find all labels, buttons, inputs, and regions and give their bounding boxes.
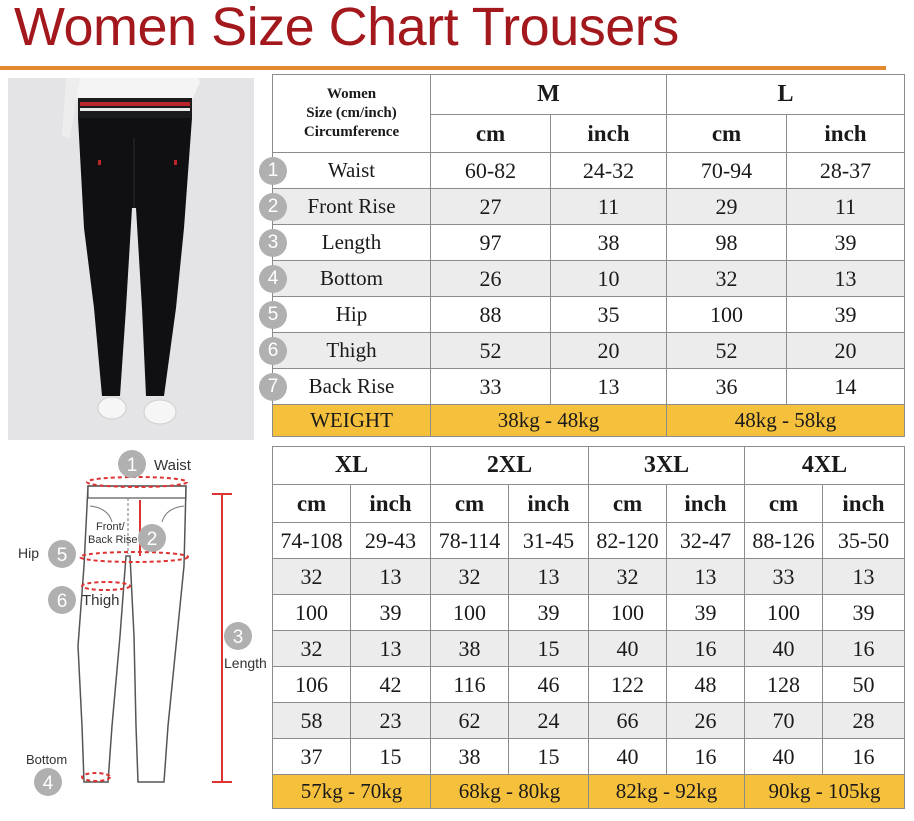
title-underline [0, 66, 886, 70]
product-photo [8, 78, 254, 440]
front-rise-label-2: Back Rise [88, 534, 138, 546]
size-value-cell: 70 [745, 703, 823, 739]
size-value-cell: 88 [431, 297, 551, 333]
unit-header: cm [667, 115, 787, 153]
measurement-label [267, 225, 431, 261]
size-value-cell: 13 [787, 261, 905, 297]
weight-range-4xl: 90kg - 105kg [745, 775, 905, 809]
size-value-cell: 39 [787, 297, 905, 333]
table-row [273, 153, 905, 189]
size-value-cell: 38 [551, 225, 667, 261]
table-row [273, 369, 905, 405]
corner-header [273, 75, 431, 153]
unit-header: cm [431, 485, 509, 523]
size-table-m-l [267, 74, 905, 437]
size-value-cell: 27 [431, 189, 551, 225]
size-value-cell: 20 [787, 333, 905, 369]
weight-range-xl: 57kg - 70kg [273, 775, 431, 809]
row-number-badge: 7 [259, 373, 287, 401]
trousers-model-image [8, 78, 254, 440]
page-title: Women Size Chart Trousers [14, 0, 679, 57]
size-value-cell: 11 [787, 189, 905, 225]
table-row [273, 739, 905, 775]
thigh-label: Thigh [82, 592, 120, 609]
size-value-cell: 74-108 [273, 523, 351, 559]
table-row [273, 703, 905, 739]
size-table-xl-4xl [272, 446, 905, 809]
size-value-cell: 100 [745, 595, 823, 631]
weight-range-l: 48kg - 58kg [667, 405, 905, 437]
row-number-badge: 2 [259, 193, 287, 221]
weight-label: WEIGHT [273, 405, 431, 437]
size-value-cell: 36 [667, 369, 787, 405]
size-value-cell: 39 [667, 595, 745, 631]
size-header-4xl: 4XL [745, 447, 905, 485]
size-value-cell: 13 [351, 559, 431, 595]
front-rise-label: Front/ [96, 521, 125, 533]
size-value-cell: 106 [273, 667, 351, 703]
size-value-cell: 29 [667, 189, 787, 225]
hip-label: Hip [18, 545, 40, 561]
row-number-badge: 4 [259, 265, 287, 293]
measurement-name: Hip [335, 302, 368, 326]
size-value-cell: 11 [551, 189, 667, 225]
size-header-3xl: 3XL [589, 447, 745, 485]
size-value-cell: 60-82 [431, 153, 551, 189]
measurement-name: Back Rise [308, 374, 395, 398]
size-value-cell: 16 [667, 739, 745, 775]
size-value-cell: 48 [667, 667, 745, 703]
size-value-cell: 98 [667, 225, 787, 261]
unit-header: cm [745, 485, 823, 523]
row-number-badge: 1 [259, 157, 287, 185]
size-value-cell: 28 [823, 703, 905, 739]
size-value-cell: 35-50 [823, 523, 905, 559]
size-value-cell: 39 [351, 595, 431, 631]
weight-range-2xl: 68kg - 80kg [431, 775, 589, 809]
bottom-num: 4 [42, 773, 54, 794]
unit-header: inch [667, 485, 745, 523]
unit-header: inch [787, 115, 905, 153]
size-value-cell: 32-47 [667, 523, 745, 559]
unit-header: inch [551, 115, 667, 153]
size-value-cell: 97 [431, 225, 551, 261]
table-row [273, 523, 905, 559]
size-value-cell: 15 [509, 631, 589, 667]
size-value-cell: 66 [589, 703, 667, 739]
corner-line-1: Women [326, 86, 377, 102]
table-row [273, 595, 905, 631]
front-rise-num: 2 [146, 529, 158, 550]
size-value-cell: 13 [551, 369, 667, 405]
size-value-cell: 37 [273, 739, 351, 775]
table-row [273, 261, 905, 297]
length-label: Length [224, 655, 267, 671]
size-value-cell: 122 [589, 667, 667, 703]
waist-label: Waist [154, 457, 191, 474]
weight-range-m: 38kg - 48kg [431, 405, 667, 437]
size-value-cell: 32 [667, 261, 787, 297]
size-value-cell: 100 [273, 595, 351, 631]
size-header-2xl: 2XL [431, 447, 589, 485]
size-value-cell: 39 [787, 225, 905, 261]
size-value-cell: 28-37 [787, 153, 905, 189]
measurement-diagram [0, 446, 272, 816]
row-number-badge: 5 [259, 301, 287, 329]
size-value-cell: 78-114 [431, 523, 509, 559]
size-value-cell: 38 [431, 739, 509, 775]
unit-header: cm [431, 115, 551, 153]
table-row [273, 189, 905, 225]
measurement-name: Waist [327, 158, 376, 182]
measurement-label [267, 261, 431, 297]
size-value-cell: 33 [431, 369, 551, 405]
size-value-cell: 39 [823, 595, 905, 631]
table-row [273, 667, 905, 703]
size-value-cell: 40 [745, 739, 823, 775]
measurement-label [267, 153, 431, 189]
size-value-cell: 100 [667, 297, 787, 333]
size-value-cell: 13 [667, 559, 745, 595]
size-value-cell: 24 [509, 703, 589, 739]
size-value-cell: 16 [823, 739, 905, 775]
size-value-cell: 29-43 [351, 523, 431, 559]
size-value-cell: 32 [589, 559, 667, 595]
size-value-cell: 23 [351, 703, 431, 739]
size-value-cell: 39 [509, 595, 589, 631]
table-row [273, 225, 905, 261]
size-value-cell: 62 [431, 703, 509, 739]
corner-line-3: Circumference [303, 124, 400, 140]
size-value-cell: 26 [667, 703, 745, 739]
trouser-outline [78, 486, 186, 782]
size-value-cell: 16 [667, 631, 745, 667]
size-value-cell: 42 [351, 667, 431, 703]
size-header-m: M [431, 75, 667, 115]
table-row [273, 631, 905, 667]
table-row [273, 333, 905, 369]
measurement-name: Thigh [326, 338, 377, 362]
row-number-badge: 6 [259, 337, 287, 365]
size-value-cell: 32 [431, 559, 509, 595]
size-value-cell: 35 [551, 297, 667, 333]
unit-header: inch [509, 485, 589, 523]
size-value-cell: 40 [589, 739, 667, 775]
table-row [273, 297, 905, 333]
size-value-cell: 33 [745, 559, 823, 595]
size-value-cell: 128 [745, 667, 823, 703]
size-value-cell: 58 [273, 703, 351, 739]
size-value-cell: 16 [823, 631, 905, 667]
size-value-cell: 46 [509, 667, 589, 703]
size-value-cell: 26 [431, 261, 551, 297]
size-value-cell: 38 [431, 631, 509, 667]
waist-num: 1 [126, 455, 138, 476]
size-value-cell: 13 [351, 631, 431, 667]
size-value-cell: 88-126 [745, 523, 823, 559]
weight-range-3xl: 82kg - 92kg [589, 775, 745, 809]
row-number-badge: 3 [259, 229, 287, 257]
size-value-cell: 32 [273, 631, 351, 667]
corner-line-2: Size (cm/inch) [306, 105, 397, 121]
size-value-cell: 116 [431, 667, 509, 703]
bottom-label: Bottom [26, 752, 68, 767]
unit-header: inch [823, 485, 905, 523]
unit-header: inch [351, 485, 431, 523]
size-header-xl: XL [273, 447, 431, 485]
hip-num: 5 [56, 545, 68, 566]
measurement-name: Bottom [319, 266, 383, 290]
size-value-cell: 100 [431, 595, 509, 631]
size-value-cell: 100 [589, 595, 667, 631]
size-value-cell: 32 [273, 559, 351, 595]
size-value-cell: 31-45 [509, 523, 589, 559]
size-value-cell: 15 [351, 739, 431, 775]
size-value-cell: 24-32 [551, 153, 667, 189]
unit-header: cm [273, 485, 351, 523]
size-value-cell: 20 [551, 333, 667, 369]
size-value-cell: 40 [589, 631, 667, 667]
unit-header: cm [589, 485, 667, 523]
size-value-cell: 82-120 [589, 523, 667, 559]
size-value-cell: 14 [787, 369, 905, 405]
size-value-cell: 13 [509, 559, 589, 595]
size-value-cell: 40 [745, 631, 823, 667]
size-value-cell: 15 [509, 739, 589, 775]
size-value-cell: 13 [823, 559, 905, 595]
length-num: 3 [232, 627, 244, 648]
size-value-cell: 10 [551, 261, 667, 297]
thigh-num: 6 [56, 591, 68, 612]
size-header-l: L [667, 75, 905, 115]
measurement-label [267, 189, 431, 225]
measurement-label [267, 333, 431, 369]
size-value-cell: 70-94 [667, 153, 787, 189]
measurement-label [267, 369, 431, 405]
measurement-label [267, 297, 431, 333]
measurement-name: Front Rise [307, 194, 396, 218]
size-value-cell: 52 [667, 333, 787, 369]
size-value-cell: 50 [823, 667, 905, 703]
size-value-cell: 52 [431, 333, 551, 369]
table-row [273, 559, 905, 595]
measurement-name: Length [321, 230, 382, 254]
